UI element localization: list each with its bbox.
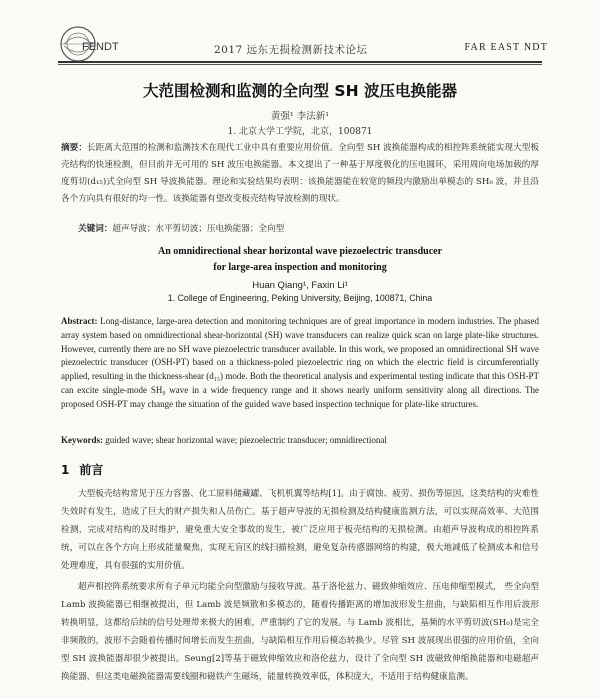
header-rule-thin: [58, 64, 542, 65]
keywords-cn-label: 关键词：: [78, 224, 113, 234]
conference-logo: [58, 24, 130, 64]
paper-title-en: [0, 244, 600, 276]
intro-paragraph-2: 超声相控阵系统要求所有子单元均能全向型激励与接收导波。基于洛伦兹力、磁致伸缩效应、压电伸缩型模式， 些全向型 Lamb 波换能器已相继被提出，但 Lamb 波是频散和多模态的，随着传播距离的增加波形发生扭曲，与缺陷相互作用后波形转换明显，这都给后续的信号处理带来极大的困难，严重制约了它的发展。与 Lamb 波相比，基频的水平剪切波(SH₀)是完全非频散的，波形不会随着传播时间增长而发生扭曲，与缺陷相互作用后模态转换少。尽管 SH 波展现出很强的应用价值，全向型 SH 波换能器却很少被提出。Seung[2]等基于磁致伸缩效应和洛伦兹力，设计了全向型 SH 波磁致伸缩换能器和电磁超声换能器，但这类电磁换能器需要线圈和磁铁产生磁场，能量转换效率低，体积庞大，不适用于结构健康监测。: [61, 582, 539, 682]
paper-title-en-line1: An omnidirectional shear horizontal wave piezoelectric transducer: [157, 246, 443, 257]
keywords-en-label: Keywords:: [61, 435, 103, 445]
abstract-en: [61, 315, 539, 412]
authors-cn: 黄强¹ 李法新¹: [270, 111, 330, 122]
authors-en: Huan Qiang¹, Faxin Li¹: [252, 280, 348, 291]
affiliation-cn: 1. 北京大学工学院，北京，100871: [227, 127, 373, 137]
conference-title-en: FAR EAST NDT: [464, 42, 548, 53]
keywords-en-text: guided wave; shear horizontal wave; piezoelectric transducer; omnidirectional: [105, 435, 387, 445]
abstract-cn-text: 长距离大范围的检测和监测技术在现代工业中具有重要应用价值。全向型 SH 波换能器构成的相控阵系统能实现大型板壳结构的快速检测，但目前并无可用的 SH 波压电换能器。本文提出了一种基于厚度极化的压电圆环，采用周向电场加载的厚度剪切(d₁₅)式全向型 SH 导波换能器。理论和实验结果均表明：该换能器能在较宽的频段内激励出单模态的 SH₀ 波，并且沿各个方向具有很好的均一性。该换能器有望改变板壳结构导波检测的现状。: [61, 143, 539, 204]
abstract-en-text: Long-distance, large-area detection and monitoring techniques are of great importance in modern industries. The phased array system based on omnidirectional shear-horizontal (SH) wave transducers can realize quick scan on large plate-like structures. However, currently there are no SH wave piezoelectric transducer available. In this work, we proposed an omnidirectional SH wave piezoelectric transducer (OSH-PT) based on a thickness-poled piezoelectric ring on which the electric field is circumferentially applied, resulting in the thickness-shear (d₁₅) mode. Both the theoretical analysis and experimental testing indicate that this OSH-PT can excite single-mode SH₀ wave in a wide frequency range and it shows nearly uniform sensitivity along all directions. The proposed OSH-PT may change the situation of the guided wave based inspection technique for plate-like structures.: [61, 316, 540, 409]
intro-paragraph-1: 大型板壳结构常见于压力容器、化工原料储藏罐、飞机机翼等结构[1]。由于腐蚀、疲劳、损伤等原因，这类结构的灾难性失效时有发生，造成了巨大的财产损失和人员伤亡。基于超声导波的无损检测及结构健康监测方法，可以实现高效率、大范围检测，完成对结构的及时维护，避免重大安全事故的发生，被广泛应用于板壳结构的无损检测。由超声导波构成的相控阵系统，可以在各个方向上形成能量聚焦，实现无盲区的线扫描检测，避免复杂传感器网络的构建，极大地减低了检测成本和信号处理难度，具有很强的实用价值。: [61, 489, 539, 571]
keywords-cn-text: 超声导波；水平剪切波；压电换能器；全向型: [112, 224, 285, 234]
abstract-en-label: Abstract:: [61, 316, 98, 326]
paper-title-en-line2: for large-area inspection and monitoring: [213, 262, 387, 273]
abstract-cn-label: 摘要：: [61, 143, 87, 153]
paper-title-cn: 大范围检测和监测的全向型 SH 波压电换能器: [143, 82, 457, 100]
keywords-cn: [78, 222, 284, 234]
conference-title: 2017 远东无损检测新技术论坛: [214, 44, 368, 56]
logo-text: FENDT: [82, 41, 119, 53]
abstract-cn: [61, 140, 539, 208]
keywords-en: [61, 435, 387, 445]
affiliation-en: 1. College of Engineering, Peking University, Beijing, 100871, China: [167, 293, 433, 303]
header-rule: [58, 61, 542, 63]
section-title: 前言: [79, 463, 104, 477]
section-number: 1: [61, 463, 70, 477]
page-header: [0, 0, 600, 66]
section-heading: [61, 461, 103, 478]
